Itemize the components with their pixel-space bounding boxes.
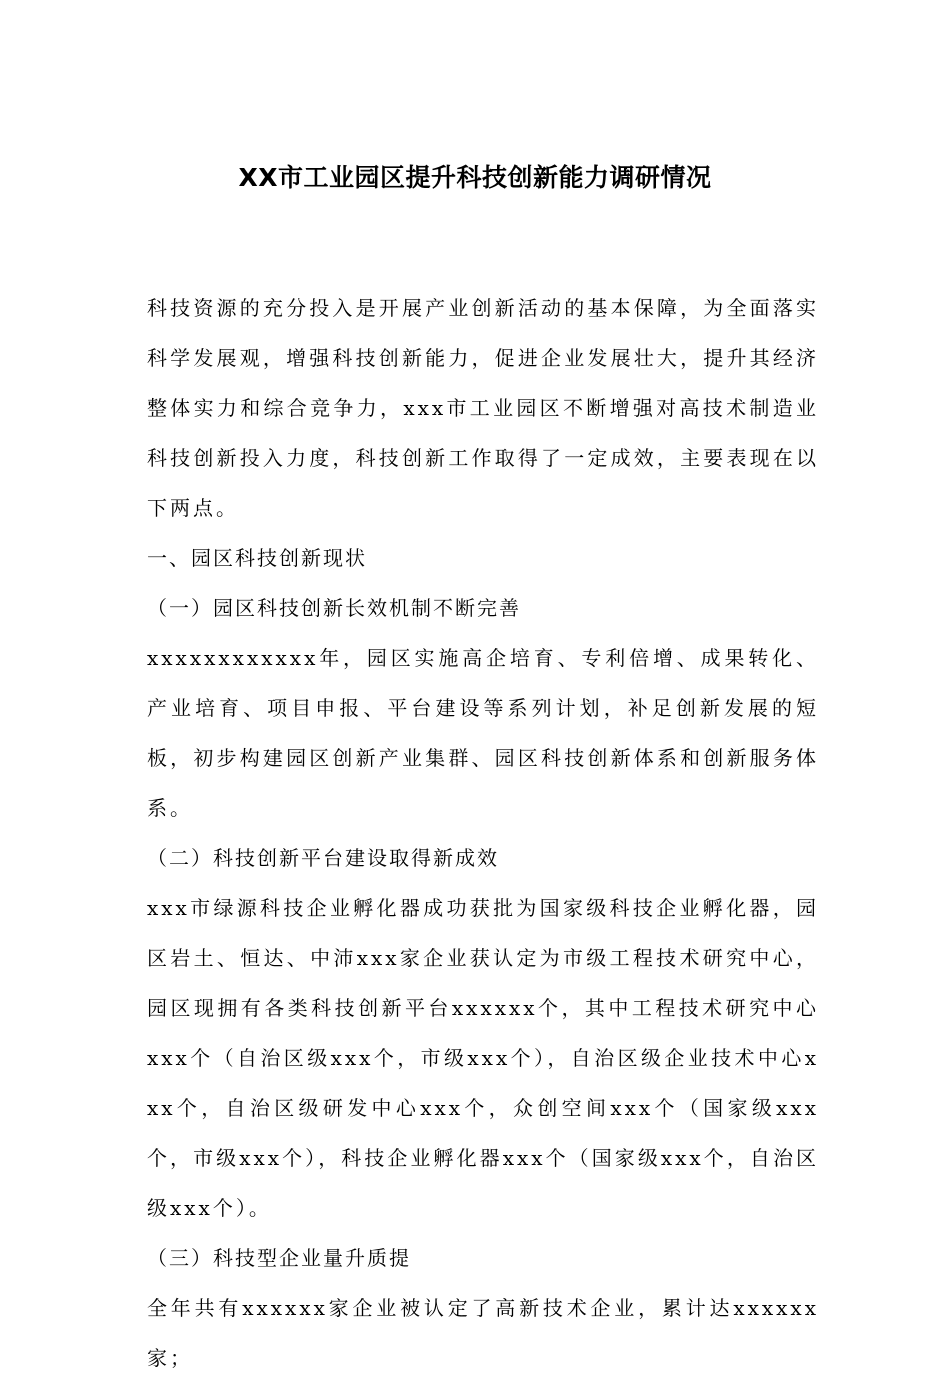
subsection-heading: （一）园区科技创新长效机制不断完善 — [147, 596, 521, 620]
document-title: XX市工业园区提升科技创新能力调研情况 — [238, 163, 712, 192]
subsection-heading: （二）科技创新平台建设取得新成效 — [147, 846, 499, 870]
body-paragraph: 全年共有xxxxxx家企业被认定了高新技术企业，累计达xxxxxx家； — [147, 1296, 819, 1370]
body-paragraph: xxxxxxxxxxxx年，园区实施高企培育、专利倍增、成果转化、产业培育、项目申报、平台建设等系列计划，补足创新发展的短板，初步构建园区创新产业集群、园区科技创新体系和创新服务体系。 — [147, 646, 819, 820]
subsection-heading: （三）科技型企业量升质提 — [147, 1246, 411, 1270]
section-heading: 一、园区科技创新现状 — [147, 546, 367, 570]
document-body — [147, 283, 819, 1383]
intro-paragraph: 科技资源的充分投入是开展产业创新活动的基本保障，为全面落实科学发展观，增强科技创新能力，促进企业发展壮大，提升其经济整体实力和综合竞争力，xxx市工业园区不断增强对高技术制造业科技创新投入力度，科技创新工作取得了一定成效，主要表现在以下两点。 — [147, 296, 819, 520]
body-paragraph: xxx市绿源科技企业孵化器成功获批为国家级科技企业孵化器，园区岩土、恒达、中沛xxx家企业获认定为市级工程技术研究中心，园区现拥有各类科技创新平台xxxxxx个，其中工程技术研究中心xxx个（自治区级xxx个，市级xxx个），自治区级企业技术中心xxx个，自治区级研发中心xxx个，众创空间xxx个（国家级xxx个，市级xxx个），科技企业孵化器xxx个（国家级xxx个，自治区级xxx个）。 — [147, 896, 819, 1220]
